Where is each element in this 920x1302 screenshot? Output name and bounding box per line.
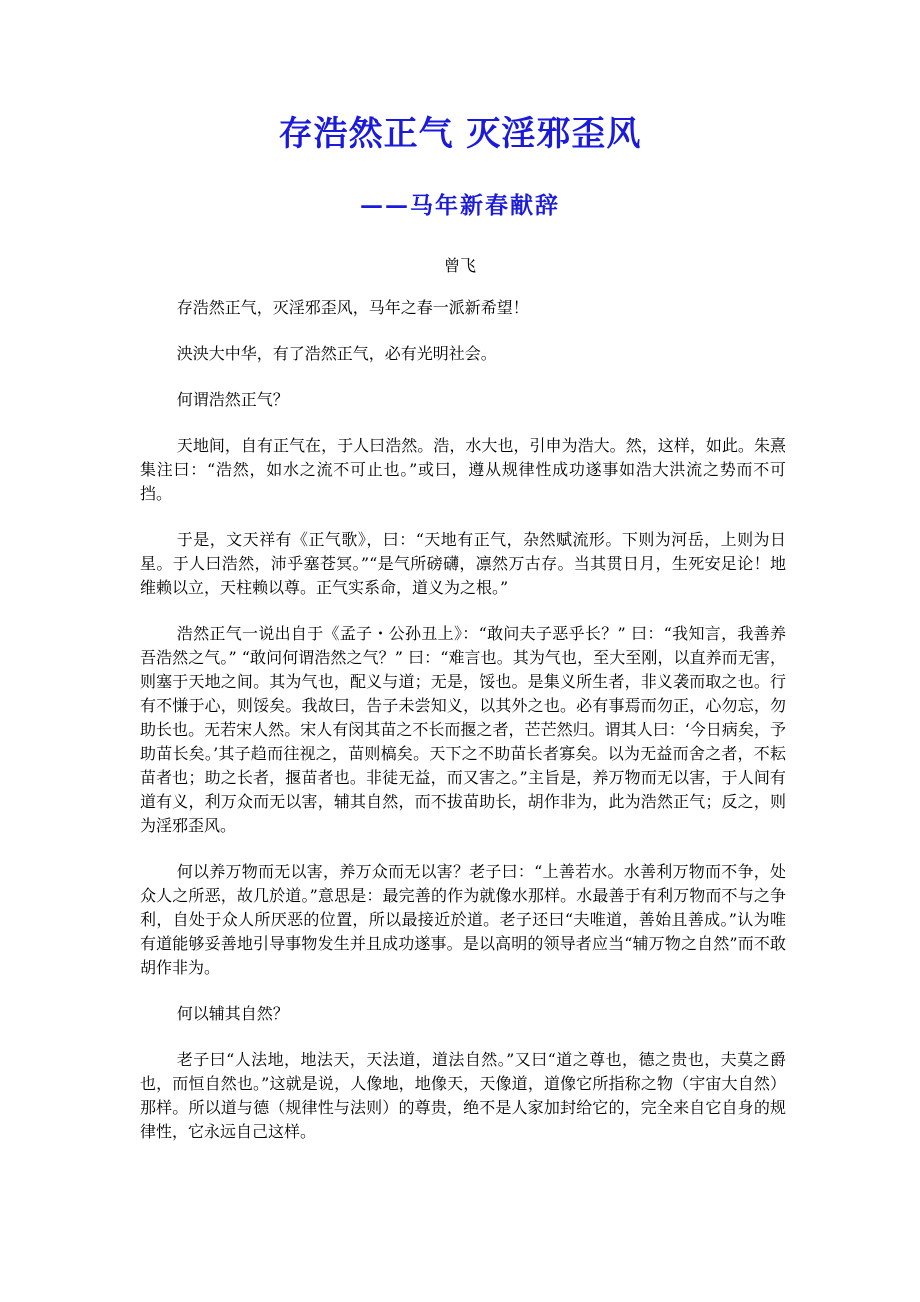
paragraph: 浩然正气一说出自于《孟子・公孙丑上》：“敢问夫子恶乎长？” 曰：“我知言，我善养吾浩然之气。” “敢问何谓浩然之气？” 曰：“难言也。其为气也，至大至刚，以直养而无害，则塞于天地之间。其为气也，配义与道；无是，馁也。是集义所生者，非义袭而取之也。行有不慊于心，则馁矣。我故曰，告子未尝知义，以其外之也。必有事焉而勿正，心勿忘，勿助长也。无若宋人然。宋人有闵其苗之不长而揠之者，芒芒然归。谓其人曰：‘今日病矣，予助苗长矣。’其子趋而往视之，苗则槁矣。天下之不助苗长者寡矣。以为无益而舍之者，不耘苗者也；助之长者，揠苗者也。非徒无益，而又害之。”主旨是，养万物而无以害，于人间有道有义，利万众而无以害，辅其自然，而不拔苗助长，胡作非为，此为浩然正气；反之，则为淫邪歪风。: [140, 624, 786, 835]
paragraph: 何以辅其自然？: [176, 1004, 289, 1023]
paragraph: 泱泱大中华，有了浩然正气，必有光明社会。: [176, 344, 497, 363]
document-subtitle: ——马年新春献辞: [360, 192, 560, 219]
paragraph: 于是，文天祥有《正气歌》，曰：“天地有正气，杂然赋流形。下则为河岳，上则为日星。于人曰浩然，沛乎塞苍冥。”“是气所磅礴，凛然万古存。当其贯日月，生死安足论！地维赖以立，天柱赖以尊。正气实系命，道义为之根。”: [140, 530, 786, 597]
paragraph: 何谓浩然正气？: [176, 390, 289, 409]
document-title: 存浩然正气 灭淫邪歪风: [278, 114, 642, 154]
paragraph: 老子曰“人法地，地法天，天法道，道法自然。”又曰“道之尊也，德之贵也，夫莫之爵也，而恒自然也。”这就是说，人像地，地像天，天像道，道像它所指称之物（宇宙大自然）那样。所以道与德（规律性与法则）的尊贵，绝不是人家加封给它的，完全来自它自身的规律性，它永远自己这样。: [140, 1050, 786, 1141]
paragraph: 存浩然正气，灭淫邪歪风，马年之春一派新希望！: [176, 298, 529, 317]
paragraph: 何以养万物而无以害，养万众而无以害？老子曰：“上善若水。水善利万物而不争，处众人之所恶，故几於道。”意思是：最完善的作为就像水那样。水最善于有利万物而不与之争利，自处于众人所厌恶的位置，所以最接近於道。老子还曰“夫唯道，善始且善成。”认为唯有道能够妥善地引导事物发生并且成功遂事。是以高明的领导者应当“辅万物之自然”而不敢胡作非为。: [140, 862, 786, 977]
article-body: [140, 296, 786, 1166]
author-name: 曾飞: [443, 256, 476, 275]
paragraph: 天地间，自有正气在，于人曰浩然。浩，水大也，引申为浩大。然，这样，如此。朱熹集注曰：“浩然，如水之流不可止也。”或曰，遵从规律性成功遂事如浩大洪流之势而不可挡。: [140, 436, 786, 503]
